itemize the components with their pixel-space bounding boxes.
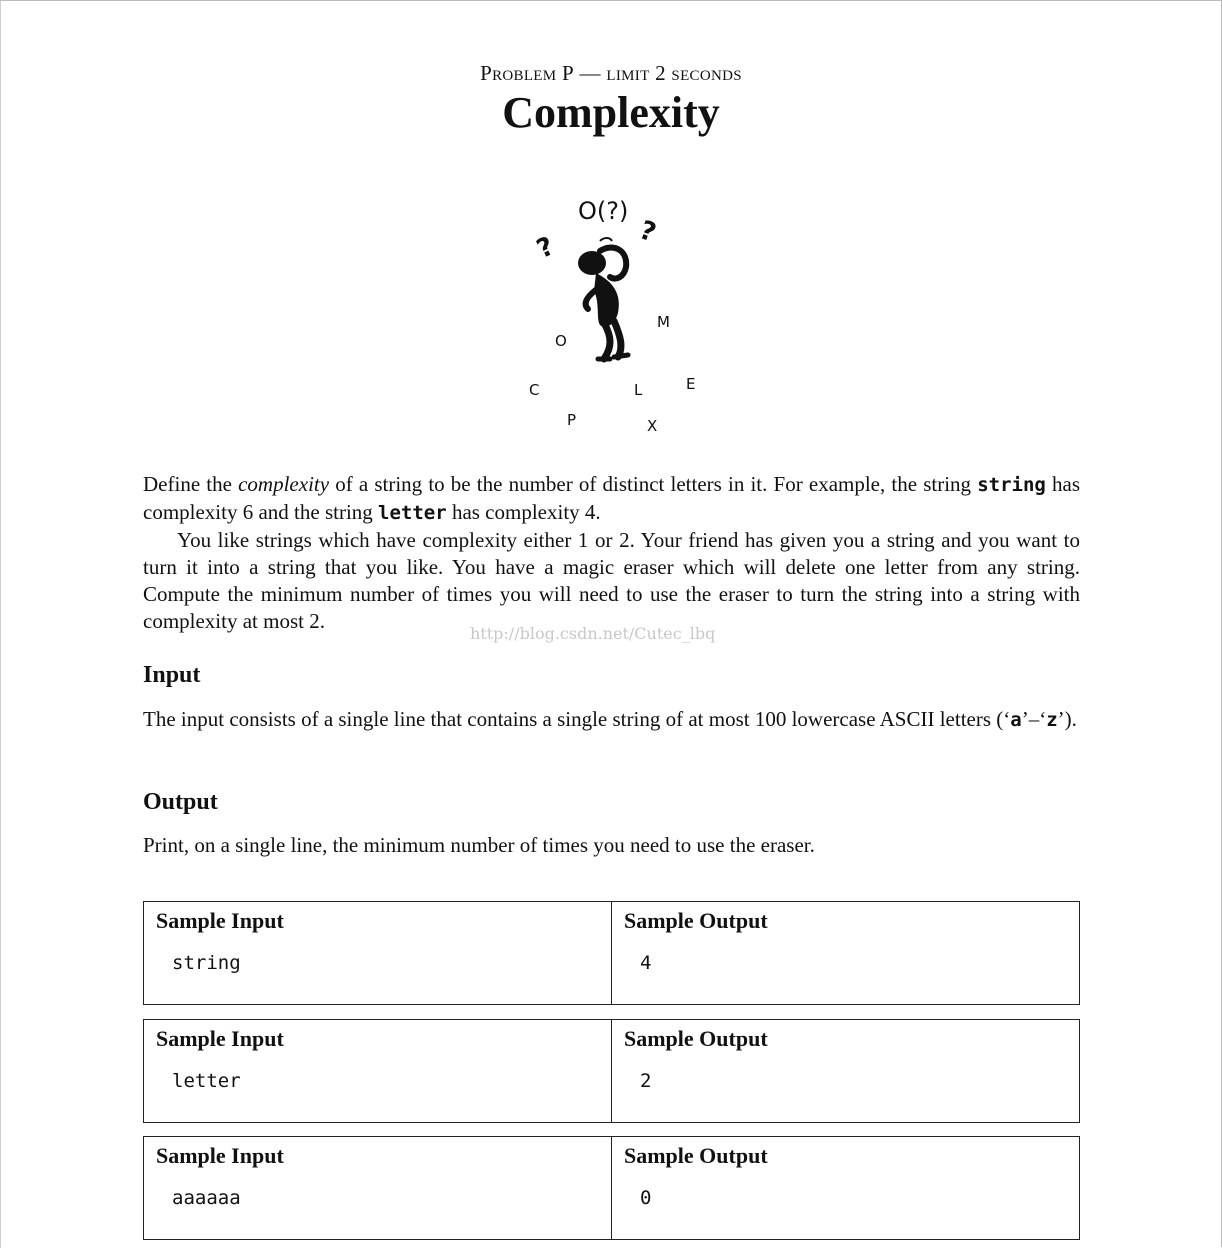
sample-output-cell	[611, 1137, 1079, 1239]
letter-l: L	[634, 381, 643, 399]
sample-output-label: Sample Output	[624, 908, 768, 933]
watermark: http://blog.csdn.net/Cutec_lbq	[470, 624, 716, 643]
sample-input-value: string	[172, 952, 241, 974]
input-description	[143, 706, 1080, 734]
sample-table-2	[143, 1019, 1080, 1123]
sample-input-label: Sample Input	[156, 1143, 284, 1168]
sample-input-cell	[144, 1020, 611, 1122]
output-description: Print, on a single line, the minimum number of times you need to use the eraser.	[143, 833, 815, 857]
statement-text: has complexity 4.	[446, 500, 601, 524]
letter-p: P	[567, 411, 577, 429]
page-edge	[0, 1, 1, 1248]
input-text: ’).	[1057, 707, 1077, 731]
statement-text: Define the	[143, 472, 239, 496]
question-mark-right-icon: ?	[635, 215, 660, 249]
problem-title: Complexity	[502, 88, 720, 137]
complexity-term: complexity	[238, 472, 330, 496]
sample-output-value: 0	[640, 1187, 652, 1209]
statement-text: has complexity 6 and the string	[143, 472, 1081, 524]
sample-output-cell	[611, 1020, 1079, 1122]
thinking-person-icon	[500, 191, 730, 441]
sample-input-cell	[144, 1137, 611, 1239]
code-string: string	[977, 474, 1046, 496]
problem-label: Problem P	[480, 61, 574, 85]
sample-table-3	[143, 1136, 1080, 1240]
sample-input-value: letter	[172, 1070, 241, 1092]
code-a: a	[1010, 709, 1022, 731]
sample-output-value: 4	[640, 952, 652, 974]
letter-o: O	[555, 332, 567, 350]
big-o-question-label: O(?)	[578, 197, 629, 225]
header-dash: —	[579, 61, 601, 85]
input-text: The input consists of a single line that contains a single string of at most 100 lowercase ASCII letters (‘	[143, 707, 1011, 731]
input-heading: Input	[143, 662, 201, 688]
letter-c: C	[529, 381, 540, 399]
sample-input-value: aaaaaa	[172, 1187, 241, 1209]
thinking-figure-illustration	[500, 191, 730, 441]
input-text: ’–‘	[1021, 707, 1047, 731]
code-letter: letter	[378, 502, 447, 524]
sample-input-cell	[144, 902, 611, 1004]
sample-input-label: Sample Input	[156, 1026, 284, 1051]
statement-paragraph-1	[143, 471, 1080, 527]
letter-e: E	[686, 375, 696, 393]
problem-header	[0, 61, 1222, 86]
output-heading: Output	[143, 789, 218, 815]
code-z: z	[1046, 709, 1058, 731]
problem-statement	[143, 471, 1080, 635]
sample-output-cell	[611, 902, 1079, 1004]
sample-output-value: 2	[640, 1070, 652, 1092]
sample-output-label: Sample Output	[624, 1143, 768, 1168]
sample-input-label: Sample Input	[156, 908, 284, 933]
statement-paragraph-2: You like strings which have complexity either 1 or 2. Your friend has given you a string and you want to turn it into a string that you like. You have a magic eraser which will delete one letter from any string. Compute the minimum number of times you will need to use the eraser to turn the string into a string with complexity at most 2.	[143, 528, 1080, 633]
sample-table-1	[143, 901, 1080, 1005]
time-limit-label: limit 2 seconds	[606, 61, 742, 85]
letter-x: X	[647, 417, 658, 435]
question-mark-left-icon: ?	[532, 231, 559, 265]
letter-m: M	[657, 313, 670, 331]
sample-output-label: Sample Output	[624, 1026, 768, 1051]
statement-text: of a string to be the number of distinct letters in it. For example, the string	[329, 472, 978, 496]
